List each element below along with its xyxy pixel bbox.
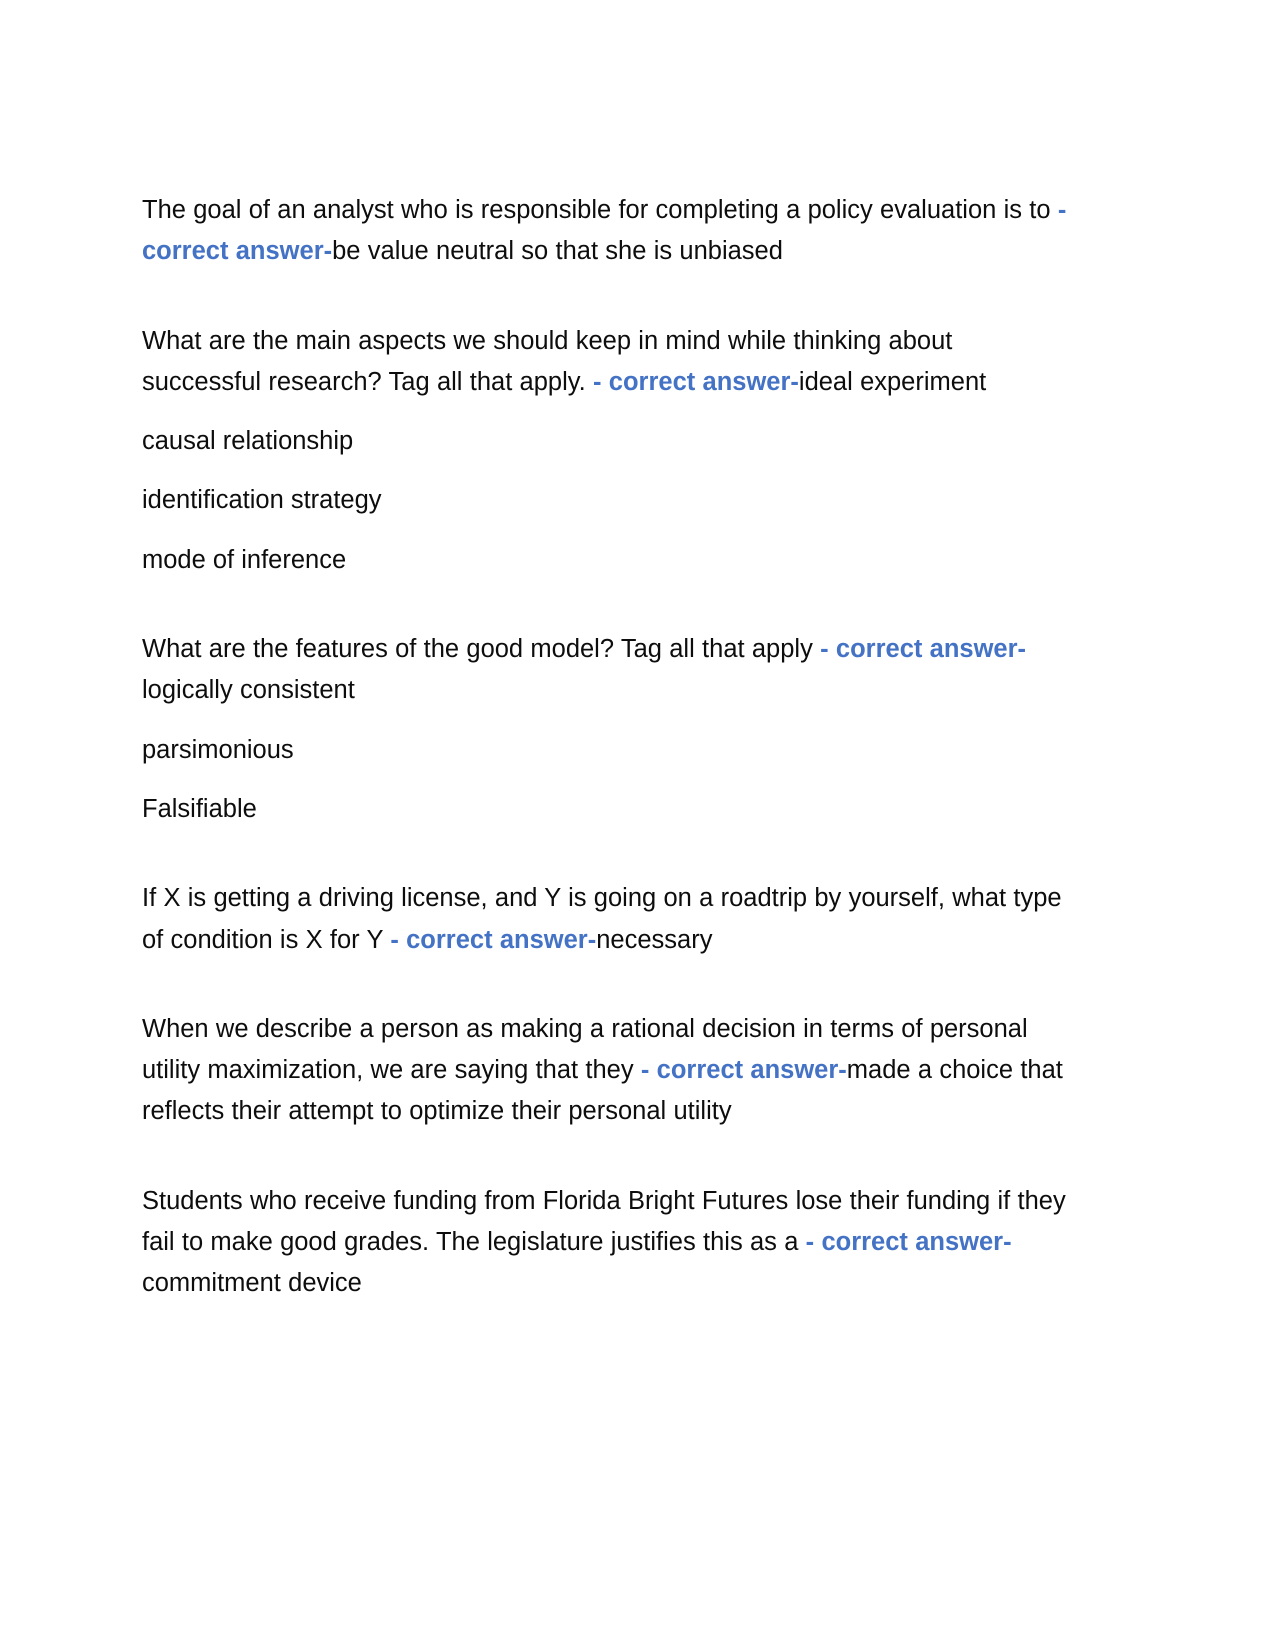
option-item: parsimonious: [142, 735, 294, 764]
block-spacer: [142, 581, 1072, 629]
qa-block-q1: [142, 190, 1072, 273]
block-spacer: [142, 830, 1072, 878]
answer-text: commitment device: [142, 1269, 362, 1298]
qa-block-q6: [142, 1181, 1072, 1305]
question-text: Students who receive funding from Florida Bright Futures lose their funding if they fail to make good grades. The legislature justifies this as a: [142, 1186, 1066, 1257]
correct-answer-marker: - correct answer-: [390, 925, 597, 954]
question-text: The goal of an analyst who is responsible for completing a policy evaluation is to: [142, 196, 1058, 224]
qa-block-q4: [142, 878, 1072, 961]
block-spacer: [142, 1133, 1072, 1181]
correct-answer-marker: - correct answer-: [640, 1056, 847, 1085]
option-item: causal relationship: [142, 427, 354, 456]
correct-answer-marker: - correct answer-: [805, 1228, 1012, 1257]
block-spacer: [142, 273, 1072, 321]
correct-answer-marker: - correct answer-: [593, 367, 799, 396]
option-item: Falsifiable: [142, 794, 257, 823]
answer-text: be value neutral so that she is unbiased: [332, 237, 783, 266]
option-item: identification strategy: [142, 486, 382, 515]
question-text: What are the features of the good model? Tag all that apply: [142, 635, 821, 664]
answer-text: logically consistent: [142, 676, 355, 705]
option-item: mode of inference: [142, 545, 347, 574]
question-text: What are the main aspects we should keep in mind while thinking about successful research? Tag all that apply.: [142, 326, 953, 396]
qa-block-q3: [142, 629, 1072, 712]
answer-text: ideal experiment: [798, 367, 987, 396]
block-spacer: [142, 961, 1072, 1009]
answer-text: necessary: [596, 925, 713, 954]
answer-text: made a choice that reflects their attempt to optimize their personal utility: [142, 1056, 1063, 1126]
qa-block-q2: [142, 321, 1072, 404]
correct-answer-marker: - correct answer-: [820, 635, 1027, 664]
qa-block-q5: [142, 1009, 1072, 1133]
question-text: If X is getting a driving license, and Y is going on a roadtrip by yourself, what type of condition is X for Y: [142, 884, 1062, 954]
correct-answer-marker-tail: correct answer-: [142, 237, 333, 266]
question-text: When we describe a person as making a rational decision in terms of personal utility maximization, we are saying that they: [142, 1014, 1028, 1085]
correct-answer-marker: -: [1057, 196, 1067, 224]
document-body: [142, 190, 1072, 1305]
